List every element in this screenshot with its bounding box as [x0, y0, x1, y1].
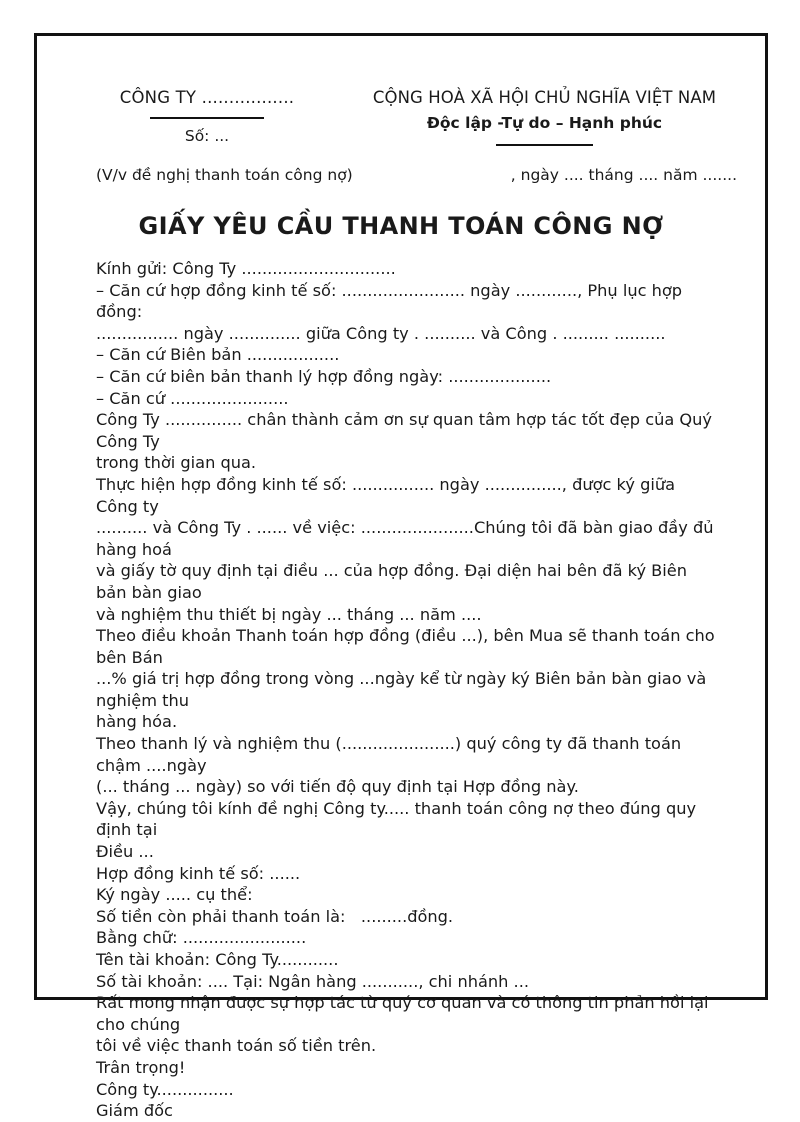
company-name-line: CÔNG TY .................	[119, 88, 295, 107]
body-line: Tên tài khoản: Công Ty............	[96, 950, 339, 969]
document-number-line: Số: ...	[184, 127, 230, 145]
header-left-divider	[150, 117, 264, 119]
body-line: và nghiệm thu thiết bị ngày ... tháng ... năm ....	[96, 604, 482, 624]
body-line: Số tài khoản: .... Tại: Ngân hàng ..........., chi nhánh ...	[96, 971, 529, 991]
body-line: hàng hóa.	[96, 712, 178, 732]
body-line: tôi về việc thanh toán số tiền trên.	[96, 1036, 377, 1056]
body-line: Ký ngày ..... cụ thể:	[96, 885, 253, 905]
body-line: ...% giá trị hợp đồng trong vòng ...ngày kể từ ngày ký Biên bản bàn giao và nghiệm thu	[96, 669, 712, 710]
body-line: .......... và Công Ty . ...... về việc: ......................Chúng tôi đã bàn giao đầy đủ hàng hoá	[96, 518, 719, 559]
body-line: ................ ngày .............. giữa Công ty . .......... và Công . ......... ..........	[96, 323, 666, 343]
header-right-divider	[496, 144, 593, 146]
body-line: Theo điều khoản Thanh toán hợp đồng (điều ...), bên Mua sẽ thanh toán cho bên Bán	[96, 626, 720, 667]
body-line: Điều ...	[96, 842, 154, 862]
body-line: Giám đốc	[96, 1101, 173, 1121]
body-line: – Căn cứ Biên bản ..................	[96, 345, 340, 365]
place-date-line: , ngày .... tháng .... năm .......	[510, 166, 737, 184]
body-line: Kính gửi: Công Ty ..............................	[96, 259, 396, 278]
body-line: trong thời gian qua.	[96, 453, 257, 473]
document-title: GIẤY YÊU CẦU THANH TOÁN CÔNG NỢ	[138, 212, 664, 240]
body-line: Công ty...............	[96, 1079, 234, 1099]
body-line: – Căn cứ hợp đồng kinh tế số: ........................ ngày ............, Phụ lục hợp đồng:	[96, 280, 688, 322]
header-right-block	[357, 88, 732, 146]
subject-reference-line: (V/v đề nghị thanh toán công nợ)	[96, 166, 353, 184]
body-line: Số tiền còn phải thanh toán là: .........đồng.	[96, 906, 454, 926]
body-line: Bằng chữ: ........................	[96, 928, 307, 948]
document-content	[37, 36, 765, 1121]
body-line: (... tháng ... ngày) so với tiến độ quy định tại Hợp đồng này.	[96, 777, 579, 797]
body-line: Thực hiện hợp đồng kinh tế số: ................ ngày ..............., được ký giữa Công ty	[96, 474, 681, 516]
body-line: Rất mong nhận được sự hợp tác từ quý cơ quan và có thông tin phản hồi lại cho chúng	[96, 993, 714, 1034]
national-motto-line: Độc lập -Tự do – Hạnh phúc	[426, 114, 663, 132]
body-line: và giấy tờ quy định tại điều ... của hợp đồng. Đại diện hai bên đã ký Biên bản bàn giao	[96, 561, 693, 602]
body-line: Hợp đồng kinh tế số: ......	[96, 863, 301, 883]
body-line: Trân trọng!	[96, 1057, 186, 1077]
body-line: Công Ty ............... chân thành cảm ơn sự quan tâm hợp tác tốt đẹp của Quý Công Ty	[96, 410, 718, 451]
document-body	[96, 258, 721, 1122]
document-border-frame	[34, 33, 768, 1121]
document-header	[37, 88, 765, 198]
national-title-line: CỘNG HOÀ XÃ HỘI CHỦ NGHĨA VIỆT NAM	[372, 88, 717, 107]
body-line: Theo thanh lý và nghiệm thu (......................) quý công ty đã thanh toán chậm ....ngày	[96, 734, 687, 775]
body-line: – Căn cứ .......................	[96, 388, 289, 408]
body-line: Vậy, chúng tôi kính đề nghị Công ty..... thanh toán công nợ theo đúng quy định tại	[96, 798, 702, 840]
body-line: – Căn cứ biên bản thanh lý hợp đồng ngày: ....................	[96, 366, 552, 386]
header-left-block	[62, 88, 352, 146]
